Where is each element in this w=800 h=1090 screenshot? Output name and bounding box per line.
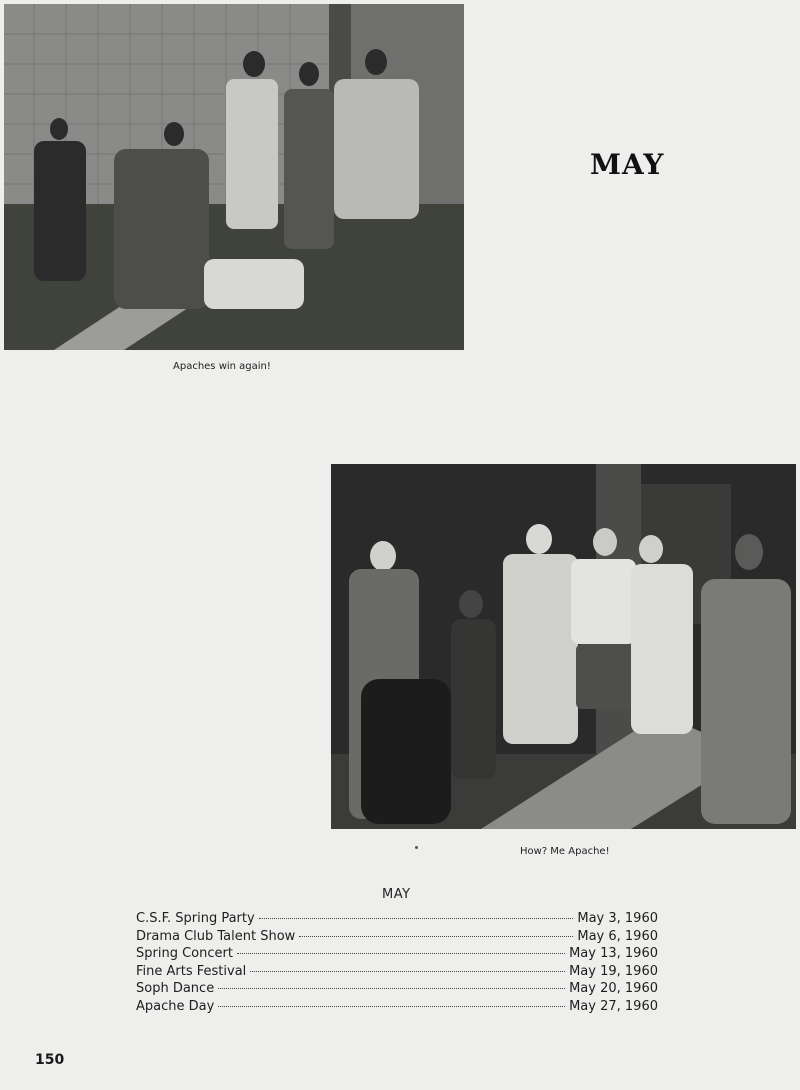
- event-name: Fine Arts Festival: [136, 963, 247, 979]
- photo-caption: How? Me Apache!: [520, 846, 610, 857]
- event-date: May 3, 1960: [577, 911, 658, 926]
- photo-apaches-win-again-image: [4, 4, 464, 350]
- calendar-event-row: [136, 999, 658, 1017]
- calendar-heading: MAY: [382, 887, 411, 902]
- dot-leader: [218, 1006, 565, 1007]
- photo-how-me-apache: [331, 464, 796, 829]
- dot-leader: [218, 988, 565, 989]
- event-date: May 19, 1960: [569, 963, 658, 979]
- page-title: MAY: [590, 148, 665, 181]
- calendar-event-row: [136, 964, 658, 982]
- event-calendar: [136, 911, 658, 1016]
- event-name: Apache Day: [136, 998, 215, 1014]
- calendar-event-row: [136, 929, 658, 947]
- dot-leader: [299, 936, 573, 937]
- event-name: Drama Club Talent Show: [136, 928, 296, 944]
- event-name: C.S.F. Spring Party: [136, 911, 255, 926]
- dot-leader: [259, 918, 574, 919]
- page-number: 150: [35, 1052, 65, 1068]
- event-date: May 13, 1960: [569, 946, 658, 961]
- event-date: May 6, 1960: [577, 928, 658, 944]
- dot-leader: [237, 953, 565, 954]
- event-date: May 27, 1960: [569, 998, 658, 1014]
- calendar-event-row: [136, 981, 658, 999]
- photo-how-me-apache-image: [331, 464, 796, 829]
- calendar-event-row: [136, 946, 658, 964]
- photo-apaches-win-again: [4, 4, 464, 350]
- event-date: May 20, 1960: [569, 981, 658, 996]
- event-name: Spring Concert: [136, 946, 233, 961]
- dot-leader: [250, 971, 565, 972]
- event-name: Soph Dance: [136, 981, 215, 996]
- photo-caption: Apaches win again!: [173, 361, 271, 372]
- calendar-event-row: [136, 911, 658, 929]
- print-speck: [415, 846, 418, 849]
